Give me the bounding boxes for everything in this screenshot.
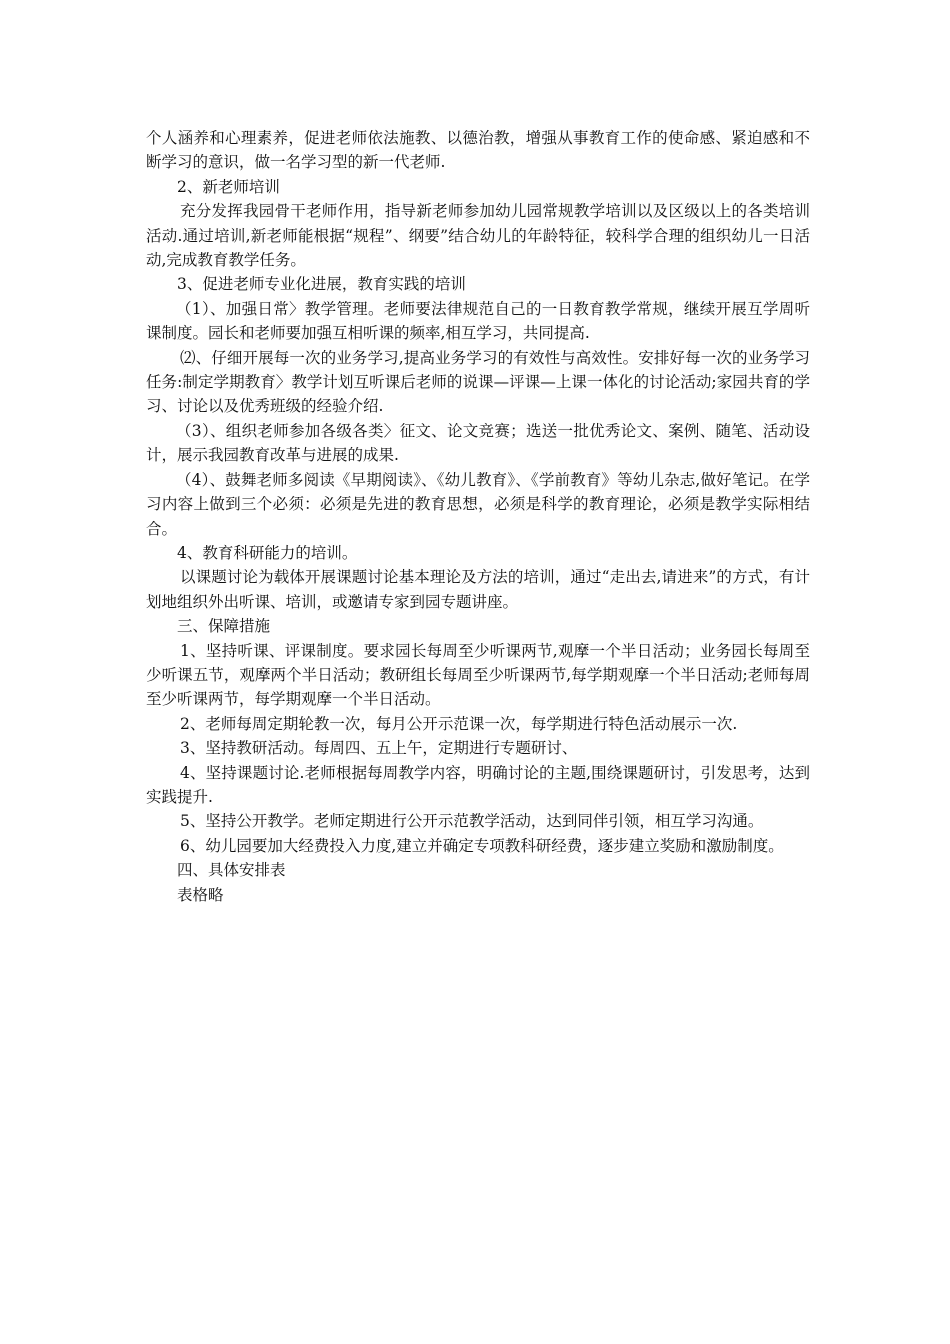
paragraph-item-1: （1）、加强日常〉教学管理。老师要法律规范自己的一日教育教学常规，继续开展互学周听课制度。园长和老师要加强互相听课的频率,相互学习，共同提高. <box>146 299 810 343</box>
paragraph-safeguard-3: 3、坚持教研活动。每周四、五上午，定期进行专题研讨、 <box>180 739 578 758</box>
paragraph-item-4: （4）、鼓舞老师多阅读《早期阅读》、《幼儿教育》、《学前教育》等幼儿杂志,做好笔记。在学习内容上做到三个必须：必须是先进的教育思想，必须是科学的教育理论，必须是教学实际相结合。 <box>146 470 810 538</box>
paragraph-safeguard-5: 5、坚持公开教学。老师定期进行公开示范教学活动，达到同伴引领，相互学习沟通。 <box>180 812 764 831</box>
document-body <box>146 126 810 907</box>
paragraph-item-2: ⑵、仔细开展每一次的业务学习,提高业务学习的有效性与高效性。安排好每一次的业务学习任务:制定学期教育〉教学计划互听课后老师的说课—评课—上课一体化的讨论活动;家园共育的学习、讨论以及优秀班级的经验介绍. <box>146 348 810 416</box>
heading-research-training: 4、教育科研能力的培训。 <box>177 543 358 562</box>
paragraph-safeguard-4: 4、坚持课题讨论.老师根据每周教学内容，明确讨论的主题,围绕课题研讨，引发思考，达到实践提升. <box>146 763 810 806</box>
paragraph-research-training: 以课题讨论为载体开展课题讨论基本理论及方法的培训，通过“走出去,请进来”的方式，有计划地组织外出听课、培训，或邀请专家到园专题讲座。 <box>146 568 810 611</box>
paragraph-table-omitted: 表格略 <box>177 885 224 904</box>
heading-new-teacher-training: 2、新老师培训 <box>177 177 280 196</box>
heading-professional-development: 3、促进老师专业化进展，教育实践的培训 <box>177 275 466 294</box>
heading-schedule: 四、具体安排表 <box>177 861 286 880</box>
paragraph-safeguard-1: 1、坚持听课、评课制度。要求园长每周至少听课两节,观摩一个半日活动；业务园长每周至少听课五节，观摩两个半日活动；教研组长每周至少听课两节,每学期观摩一个半日活动;老师每周至少听课两节，每学期观摩一个半日活动。 <box>146 641 810 709</box>
paragraph-safeguard-6: 6、幼儿园要加大经费投入力度,建立并确定专项教科研经费，逐步建立奖励和激励制度。 <box>180 836 784 855</box>
heading-safeguards: 三、保障措施 <box>177 617 271 636</box>
paragraph-intro-continuation: 个人涵养和心理素养，促进老师依法施教、以德治教，增强从事教育工作的使命感、紧迫感和不断学习的意识，做一名学习型的新一代老师. <box>146 129 810 172</box>
paragraph-safeguard-2: 2、老师每周定期轮教一次，每月公开示范课一次，每学期进行特色活动展示一次. <box>180 714 738 733</box>
paragraph-item-3: （3）、组织老师参加各级各类〉征文、论文竞赛；选送一批优秀论文、案例、随笔、活动设计，展示我园教育改革与进展的成果. <box>146 421 810 465</box>
paragraph-new-teacher-training: 充分发挥我园骨干老师作用，指导新老师参加幼儿园常规教学培训以及区级以上的各类培训活动.通过培训,新老师能根据“规程”、纲要”结合幼儿的年龄特征，较科学合理的组织幼儿一日活动,完成教育教学任务。 <box>146 202 810 270</box>
